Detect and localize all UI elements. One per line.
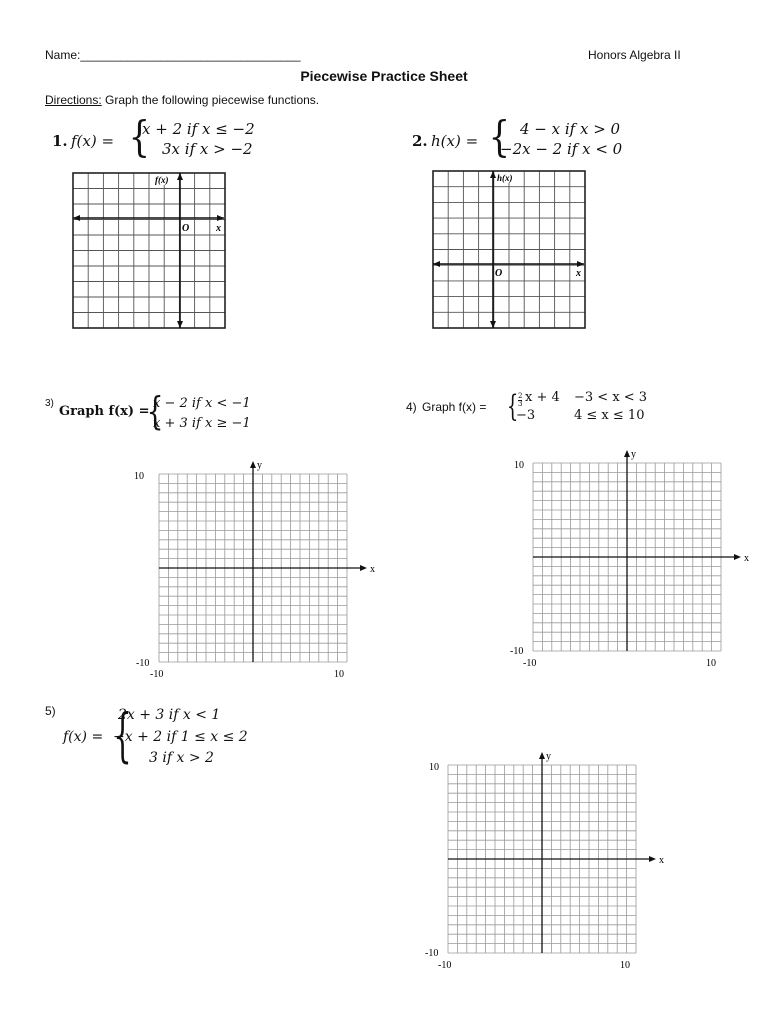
problem-3-case-1: x − 2 if x < −1 xyxy=(153,396,251,411)
problem-4-fraction-num: 2 xyxy=(518,392,523,400)
problem-4-case-1-cond: −3 < x < 3 xyxy=(574,390,648,405)
grid-lines xyxy=(433,171,585,328)
graph-3-xmin: -10 xyxy=(150,669,164,680)
graph-4-xmax: 10 xyxy=(706,658,716,669)
problem-4-graph[interactable] xyxy=(508,446,748,674)
graph-3-ymin: -10 xyxy=(136,658,150,669)
name-field[interactable] xyxy=(45,48,301,62)
problem-5-graph[interactable] xyxy=(424,748,664,976)
x-axis-arrow-right-icon xyxy=(217,215,224,221)
graph-2-ylabel: h(x) xyxy=(497,173,513,183)
course-name: Honors Algebra II xyxy=(588,48,681,62)
problem-4-brace: { xyxy=(506,389,519,424)
problem-3-equation xyxy=(45,389,305,438)
x-axis-arrow-left-icon xyxy=(73,215,80,221)
problem-1-case-1: x + 2 if x ≤ −2 xyxy=(142,120,255,138)
problem-3-brace: { xyxy=(146,389,164,433)
graph-1-origin: O xyxy=(182,223,190,234)
y-axis-label: y xyxy=(257,460,262,471)
problem-3-number: 3) xyxy=(45,398,54,409)
problem-1-case-2: 3x if x > −2 xyxy=(162,140,253,158)
problem-5-brace: { xyxy=(113,701,132,769)
x-axis-label: x xyxy=(659,855,664,866)
problem-3-graph[interactable] xyxy=(132,456,375,684)
problem-1-graph[interactable] xyxy=(70,170,230,332)
graph-5-ymax: 10 xyxy=(429,762,439,773)
name-label: Name: xyxy=(45,48,81,62)
y-axis-label: y xyxy=(546,751,551,762)
problem-4-case-2-cond: 4 ≤ x ≤ 10 xyxy=(574,408,645,423)
graph-5-ymin: -10 xyxy=(425,948,439,959)
y-axis-arrow-icon xyxy=(539,752,545,759)
directions-label: Directions: xyxy=(45,93,102,107)
problem-1-lhs: f(x) = xyxy=(71,132,115,150)
x-axis-label: x xyxy=(744,553,749,564)
y-axis-arrow-icon xyxy=(624,450,630,457)
y-axis-arrow-down-icon xyxy=(177,321,183,328)
problem-3-case-2: x + 3 if x ≥ −1 xyxy=(153,416,251,431)
problem-4-number: 4) xyxy=(406,400,417,414)
y-axis-arrow-up-icon xyxy=(177,173,183,180)
graph-1-ylabel: f(x) xyxy=(155,175,169,185)
problem-5-equation xyxy=(45,701,305,774)
problem-1-equation xyxy=(52,112,312,162)
graph-2-origin: O xyxy=(495,268,503,279)
graph-5-xmin: -10 xyxy=(438,960,452,971)
problem-2-equation xyxy=(412,112,672,161)
problem-2-graph[interactable] xyxy=(430,168,590,332)
y-axis-arrow-icon xyxy=(250,461,256,468)
x-axis-arrow-icon xyxy=(360,565,367,571)
problem-4-case-1-expr: x + 4 xyxy=(525,390,560,405)
grid-lines xyxy=(159,460,375,662)
graph-2-xlabel: x xyxy=(576,268,581,279)
y-axis-arrow-up-icon xyxy=(490,171,496,178)
problem-3-lhs: Graph f(x) = xyxy=(59,404,150,419)
page-title: Piecewise Practice Sheet xyxy=(300,68,468,84)
graph-3-ymax: 10 xyxy=(134,471,144,482)
name-blank[interactable]: _________________________________ xyxy=(80,48,301,62)
problem-2-number: 2. xyxy=(412,132,428,150)
x-axis-label: x xyxy=(370,564,375,575)
graph-4-xmin: -10 xyxy=(523,658,537,669)
y-axis-label: y xyxy=(631,449,636,460)
x-axis-arrow-left-icon xyxy=(433,261,440,267)
y-axis-arrow-down-icon xyxy=(490,321,496,328)
problem-2-case-2: −2x − 2 if x < 0 xyxy=(500,140,623,158)
grid-lines xyxy=(73,173,225,328)
graph-1-xlabel: x xyxy=(216,223,221,234)
directions-text: Graph the following piecewise functions. xyxy=(101,93,320,107)
problem-2-brace: { xyxy=(488,112,511,161)
problem-4-case-2-expr: −3 xyxy=(516,408,536,423)
problem-4-lhs: Graph f(x) = xyxy=(422,400,487,414)
x-axis-arrow-right-icon xyxy=(577,261,584,267)
problem-4-equation xyxy=(406,389,706,430)
problem-4-fraction xyxy=(518,393,522,408)
graph-4-ymax: 10 xyxy=(514,460,524,471)
x-axis-arrow-icon xyxy=(734,554,741,560)
grid-lines xyxy=(448,751,664,953)
problem-1-number: 1. xyxy=(52,132,68,150)
problem-5-case-1: 2x + 3 if x < 1 xyxy=(118,707,221,723)
problem-5-number: 5) xyxy=(45,704,56,718)
problem-2-case-1: 4 − x if x > 0 xyxy=(520,120,621,138)
problem-2-lhs: h(x) = xyxy=(431,132,479,150)
grid-lines xyxy=(533,449,749,651)
problem-5-case-2: −x + 2 if 1 ≤ x ≤ 2 xyxy=(113,729,248,745)
graph-3-xmax: 10 xyxy=(334,669,344,680)
problem-4-fraction-den: 3 xyxy=(518,400,523,408)
directions xyxy=(45,93,319,107)
problem-1-brace: { xyxy=(128,112,151,161)
graph-4-ymin: -10 xyxy=(510,646,524,657)
problem-5-lhs: f(x) = xyxy=(63,729,104,745)
x-axis-arrow-icon xyxy=(649,856,656,862)
problem-5-case-3: 3 if x > 2 xyxy=(149,750,214,766)
graph-5-xmax: 10 xyxy=(620,960,630,971)
